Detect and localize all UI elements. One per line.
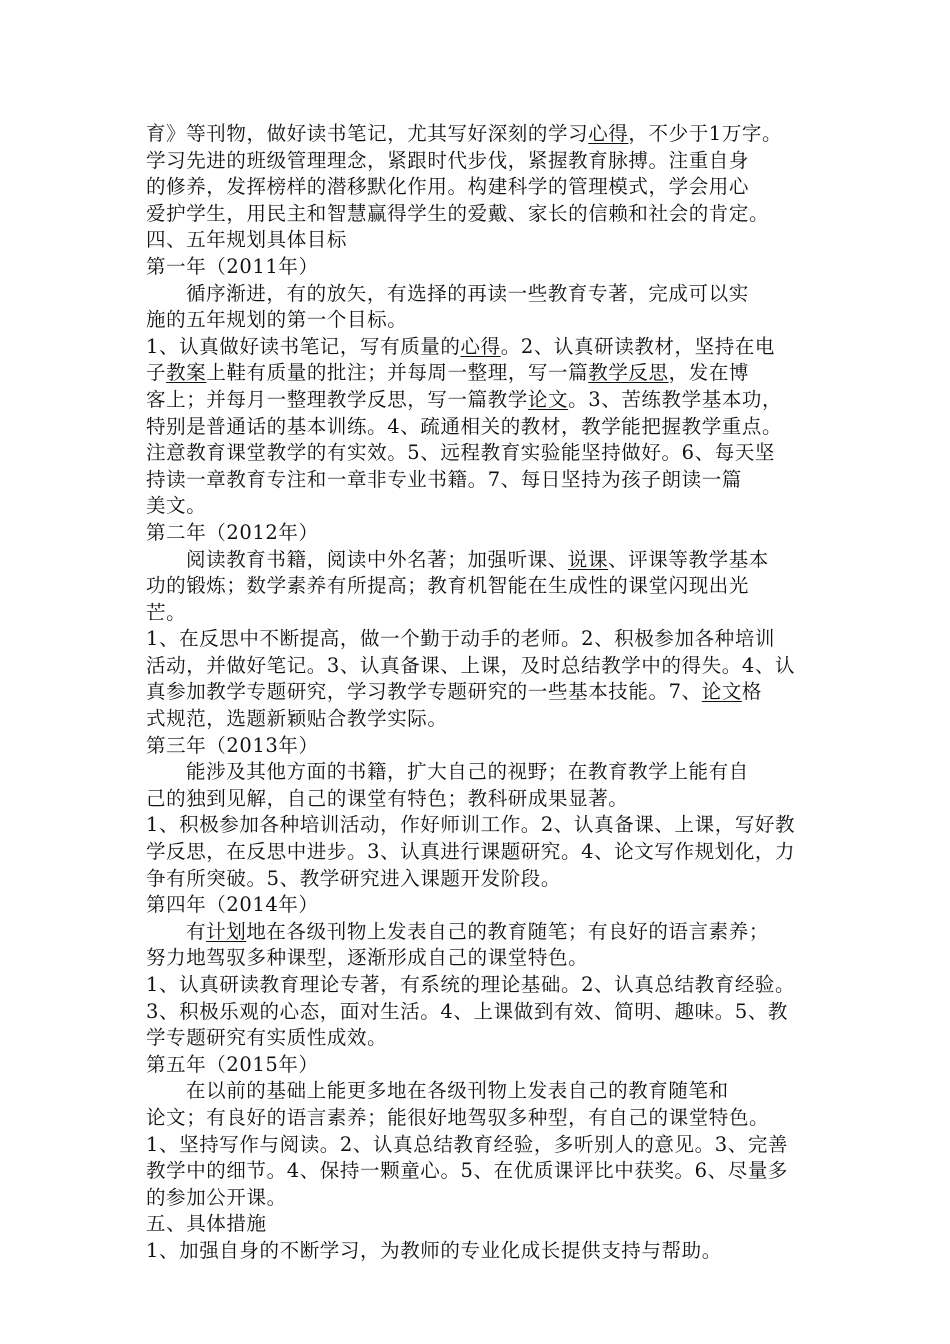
text-line [146, 520, 822, 547]
text-line [146, 334, 822, 361]
text-segment: 爱护学生，用民主和智慧赢得学生的爱戴、家长的信赖和社会的肯定。 [146, 201, 770, 225]
text-line [146, 786, 822, 813]
text-line [146, 653, 822, 680]
text-line [146, 600, 822, 627]
underlined-term: 心得 [460, 334, 501, 358]
text-line [146, 1238, 822, 1265]
text-segment: 有 [186, 919, 207, 943]
underlined-term: 论文 [701, 680, 742, 704]
text-segment: 活动，并做好笔记。3、认真备课、上课，及时总结教学中的得失。4、认 [146, 653, 796, 677]
text-segment: 子 [146, 361, 167, 385]
text-line [146, 360, 822, 387]
text-line [146, 440, 822, 467]
text-segment: 、评课等教学基本 [608, 547, 769, 571]
text-line [146, 1211, 822, 1238]
text-segment: 第一年（2011年） [146, 254, 319, 278]
text-line [146, 1158, 822, 1185]
text-line [146, 547, 822, 574]
text-segment: 争有所突破。5、教学研究进入课题开发阶段。 [146, 866, 562, 890]
text-segment: 育》等刊物，做好读书笔记，尤其写好深刻的学习 [146, 122, 589, 145]
text-line [146, 866, 822, 893]
text-segment: 上鞋有质量的批注；并每周一整理，写一篇 [206, 361, 589, 385]
underlined-term: 说课 [567, 547, 609, 571]
text-line [146, 999, 822, 1026]
text-line [146, 706, 822, 733]
text-segment: ，不少于1万字。 [628, 122, 783, 145]
underlined-term: 计划 [206, 919, 247, 943]
text-segment: 四、五年规划具体目标 [146, 228, 348, 252]
text-line [146, 812, 822, 839]
text-line [146, 493, 822, 520]
text-segment: 论文；有良好的语言素养；能很好地驾驭多种型，有自己的课堂特色。 [146, 1105, 770, 1129]
underlined-term: 教学反思 [588, 361, 669, 385]
text-line [146, 467, 822, 494]
text-segment: 1、坚持写作与阅读。2、认真总结教育经验，多听别人的意见。3、完善 [146, 1132, 789, 1156]
underlined-term: 心得 [588, 122, 629, 145]
text-segment: 1、加强自身的不断学习，为教师的专业化成长提供支持与帮助。 [146, 1238, 722, 1262]
text-segment: 芒。 [146, 600, 187, 624]
text-segment: 能涉及其他方面的书籍，扩大自己的视野；在教育教学上能有自 [186, 760, 749, 784]
text-line [146, 414, 822, 441]
text-segment: 美文。 [146, 494, 207, 518]
text-line [146, 1025, 822, 1052]
text-segment: 第二年（2012年） [146, 520, 319, 544]
text-segment: 己的独到见解，自己的课堂有特色；教科研成果显著。 [146, 786, 629, 810]
text-line [146, 892, 822, 919]
text-line [146, 121, 822, 148]
text-segment: 1、在反思中不断提高，做一个勤于动手的老师。2、积极参加各种培训 [146, 627, 776, 651]
text-line [146, 1185, 822, 1212]
text-line [146, 174, 822, 201]
text-line [146, 201, 822, 228]
text-line [146, 919, 822, 946]
text-segment: 施的五年规划的第一个目标。 [146, 308, 408, 332]
text-segment: 式规范，选题新颖贴合教学实际。 [146, 707, 448, 731]
text-line [146, 281, 822, 308]
text-segment: 1、认真研读教育理论专著，有系统的理论基础。2、认真总结教育经验。 [146, 973, 796, 996]
text-segment: 功的锻炼；数学素养有所提高；教育机智能在生成性的课堂闪现出光 [146, 574, 750, 598]
text-segment: 学专题研究有实质性成效。 [146, 1026, 388, 1050]
text-segment: 注意教育课堂教学的有实效。5、远程教育实验能坚持做好。6、每天坚 [146, 441, 776, 465]
text-line [146, 679, 822, 706]
text-segment: 学反思，在反思中进步。3、认真进行课题研究。4、论文写作规划化，力 [146, 840, 796, 864]
document-body [146, 121, 822, 1265]
text-line [146, 148, 822, 175]
text-segment: 客上；并每月一整理教学反思，写一篇教学 [146, 387, 528, 411]
text-line [146, 733, 822, 760]
text-segment: 特别是普通话的基本训练。4、疏通相关的教材，教学能把握教学重点。 [146, 414, 783, 438]
text-segment: 第三年（2013年） [146, 733, 319, 757]
text-segment: 地在各级刊物上发表自己的教育随笔；有良好的语言素养； [246, 919, 769, 943]
text-line [146, 1078, 822, 1105]
text-line [146, 254, 822, 281]
text-line [146, 1052, 822, 1079]
text-segment: 的修养，发挥榜样的潜移默化作用。构建科学的管理模式，学会用心 [146, 175, 750, 199]
text-line [146, 945, 822, 972]
text-segment: 格 [741, 680, 763, 704]
text-line [146, 573, 822, 600]
text-segment: 循序渐进，有的放矢，有选择的再读一些教育专著，完成可以实 [186, 281, 749, 305]
text-segment: 教学中的细节。4、保持一颗童心。5、在优质课评比中获奖。6、尽量多 [146, 1159, 789, 1183]
text-segment: 第四年（2014年） [146, 893, 319, 917]
text-segment: 3、积极乐观的心态，面对生活。4、上课做到有效、简明、趣味。5、教 [146, 999, 789, 1023]
text-segment: 的参加公开课。 [146, 1185, 287, 1209]
text-segment: ，发在博 [668, 361, 750, 385]
text-line [146, 626, 822, 653]
text-line [146, 307, 822, 334]
text-line [146, 1132, 822, 1159]
text-segment: 1、认真做好读书笔记，写有质量的 [146, 334, 461, 358]
text-segment: 。2、认真研读教材，坚持在电 [500, 334, 776, 358]
text-segment: 第五年（2015年） [146, 1052, 319, 1076]
underlined-term: 教案 [166, 361, 207, 385]
text-line [146, 387, 822, 414]
text-segment: 1、积极参加各种培训活动，作好师训工作。2、认真备课、上课，写好教 [146, 813, 796, 837]
underlined-term: 论文 [527, 387, 569, 411]
text-segment: 真参加教学专题研究，学习教学专题研究的一些基本技能。7、 [146, 680, 702, 704]
text-segment: 努力地驾驭多种课型，逐渐形成自己的课堂特色。 [146, 946, 589, 970]
text-line [146, 1105, 822, 1132]
text-segment: 持读一章教育专注和一章非专业书籍。7、每日坚持为孩子朗读一篇 [146, 467, 742, 491]
text-segment: 学习先进的班级管理理念，紧跟时代步伐，紧握教育脉搏。注重自身 [146, 148, 750, 172]
text-segment: 。3、苦练教学基本功， [568, 387, 783, 411]
text-segment: 在以前的基础上能更多地在各级刊物上发表自己的教育随笔和 [186, 1079, 729, 1103]
text-line [146, 972, 822, 999]
text-segment: 五、具体措施 [146, 1212, 267, 1236]
text-segment: 阅读教育书籍，阅读中外名著；加强听课、 [186, 547, 568, 571]
text-line [146, 839, 822, 866]
text-line [146, 759, 822, 786]
text-line [146, 227, 822, 254]
